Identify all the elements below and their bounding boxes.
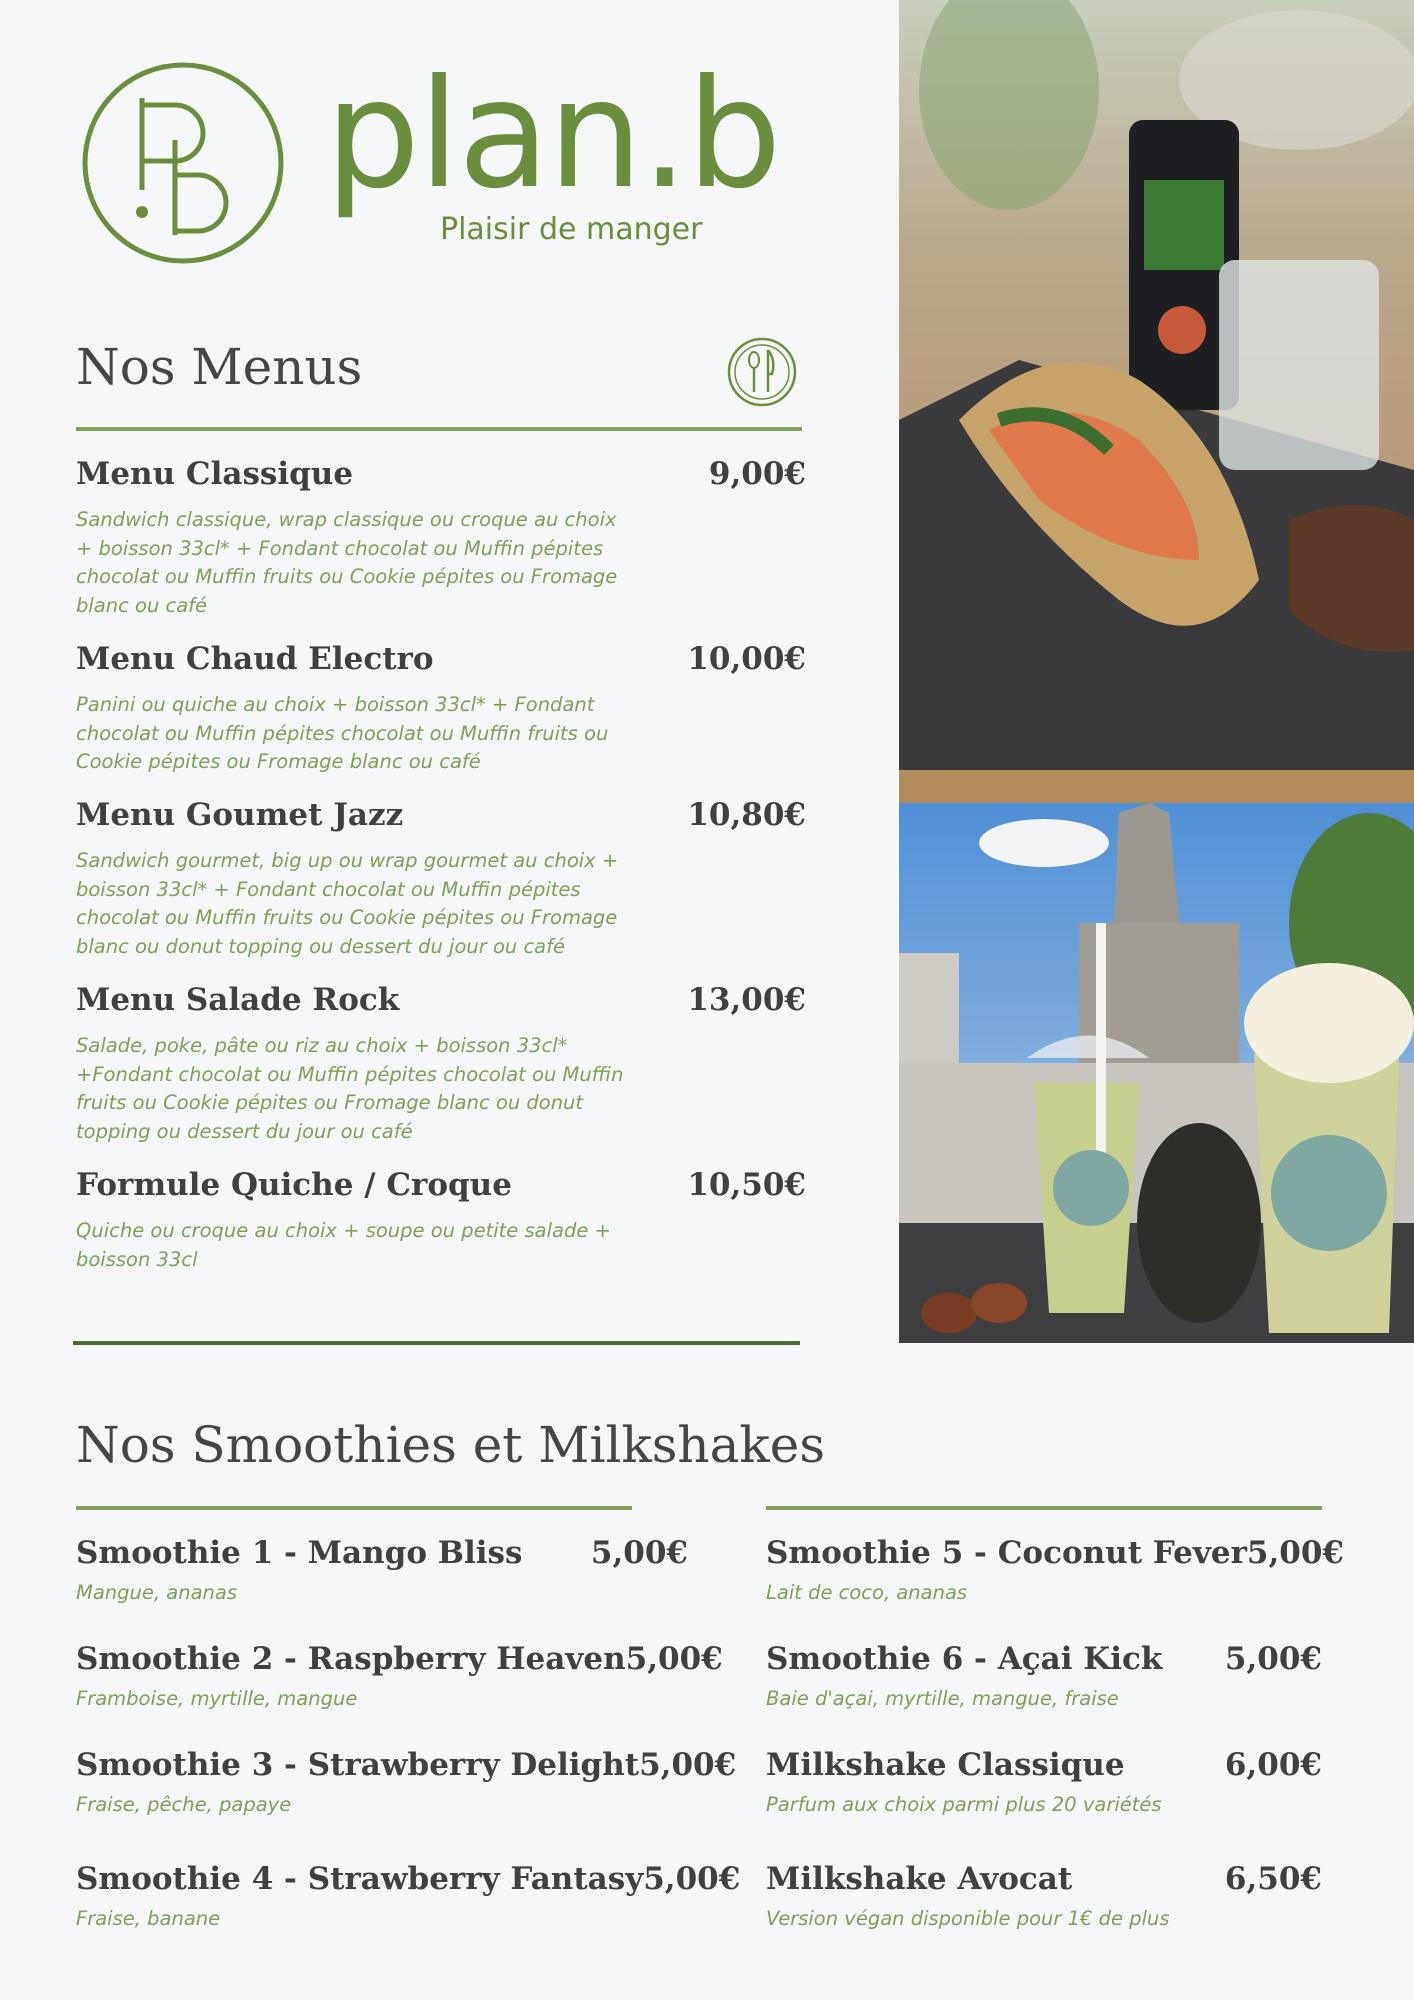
menu-item: [76, 982, 806, 1146]
smoothies-title: Nos Smoothies et Milkshakes: [76, 1416, 825, 1474]
menus-title: Nos Menus: [76, 338, 363, 396]
smoothie-item-desc: Version végan disponible pour 1€ de plus: [766, 1907, 1170, 1930]
menu-item-desc: Sandwich classique, wrap classique ou croque au choix + boisson 33cl* + Fondant chocolat ou Muffin pépites chocolat ou Muffin fruits ou Cookie pépites ou Fromage blanc ou café: [76, 508, 618, 617]
smoothie-item-price: 5,00€: [625, 1641, 723, 1677]
menu-item: [76, 797, 806, 961]
smoothie-item-desc: Mangue, ananas: [76, 1581, 237, 1604]
smoothie-item-name: Smoothie 6 - Açai Kick: [766, 1641, 1163, 1677]
menu-item-price: 10,50€: [687, 1167, 806, 1203]
smoothies-rule-left: [76, 1506, 632, 1510]
sandwich-photo: [899, 0, 1414, 803]
menu-item-name: Menu Classique: [76, 456, 354, 492]
smoothie-item-name: Smoothie 3 - Strawberry Delight: [76, 1747, 640, 1783]
menu-item-desc: Panini ou quiche au choix + boisson 33cl* + Fondant chocolat ou Muffin pépites chocolat ou Muffin fruits ou Cookie pépites ou Fromage blanc ou café: [76, 693, 609, 773]
brand-logo-mark: [80, 60, 286, 266]
smoothie-item-name: Smoothie 2 - Raspberry Heaven: [76, 1641, 626, 1677]
cutlery-icon: [726, 336, 798, 408]
menu-item-name: Menu Chaud Electro: [76, 641, 434, 677]
smoothie-item-name: Smoothie 1 - Mango Bliss: [76, 1535, 523, 1571]
smoothie-item-desc: Lait de coco, ananas: [766, 1581, 968, 1604]
smoothie-item: [76, 1641, 723, 1710]
smoothie-item-price: 5,00€: [639, 1747, 737, 1783]
smoothie-item-price: 5,00€: [590, 1535, 688, 1571]
smoothie-item-name: Smoothie 5 - Coconut Fever: [766, 1535, 1247, 1571]
menu-item-price: 13,00€: [687, 982, 806, 1018]
menu-item-name: Menu Goumet Jazz: [76, 797, 404, 833]
menu-item-desc: Sandwich gourmet, big up ou wrap gourmet au choix + boisson 33cl* + Fondant chocolat ou Muffin pépites chocolat ou Muffin fruits ou Cookie pépites ou Fromage blanc ou donut topping ou dessert du jour ou café: [76, 849, 619, 958]
smoothie-item-price: 5,00€: [1224, 1641, 1322, 1677]
menu-item: [76, 1167, 806, 1274]
menu-item-desc: Salade, poke, pâte ou riz au choix + boisson 33cl* +Fondant chocolat ou Muffin pépites chocolat ou Muffin fruits ou Cookie pépites ou Fromage blanc ou donut topping ou dessert du jour ou café: [76, 1034, 624, 1143]
smoothie-item: [766, 1861, 1322, 1930]
smoothies-photo: [899, 803, 1414, 1343]
menu-item-name: Menu Salade Rock: [76, 982, 400, 1018]
smoothie-item: [766, 1535, 1344, 1604]
menu-item-price: 10,00€: [687, 641, 806, 677]
smoothie-item: [76, 1861, 741, 1930]
smoothie-item-desc: Baie d'açai, myrtille, mangue, fraise: [766, 1687, 1119, 1710]
brand-name: plan.b: [325, 48, 780, 222]
smoothie-item-name: Smoothie 4 - Strawberry Fantasy: [76, 1861, 644, 1897]
smoothie-item: [76, 1535, 688, 1604]
menu-item-price: 10,80€: [687, 797, 806, 833]
menu-item-price: 9,00€: [708, 456, 806, 492]
menu-item-name: Formule Quiche / Croque: [76, 1167, 512, 1203]
smoothie-item-desc: Fraise, pêche, papaye: [76, 1793, 292, 1816]
smoothie-item-price: 6,50€: [1224, 1861, 1322, 1897]
menu-item: [76, 456, 806, 620]
smoothie-item-price: 5,00€: [643, 1861, 741, 1897]
brand-tagline: Plaisir de manger: [440, 212, 703, 247]
smoothie-item-desc: Fraise, banane: [76, 1907, 221, 1930]
smoothie-item: [766, 1747, 1322, 1816]
smoothies-rule-right: [766, 1506, 1322, 1510]
menus-rule-bottom: [73, 1341, 800, 1345]
menus-rule-top: [76, 427, 802, 431]
smoothie-item-desc: Parfum aux choix parmi plus 20 variétés: [766, 1793, 1162, 1816]
smoothie-item-price: 6,00€: [1224, 1747, 1322, 1783]
smoothie-item-name: Milkshake Classique: [766, 1747, 1125, 1783]
smoothie-item-price: 5,00€: [1246, 1535, 1344, 1571]
menu-item: [76, 641, 806, 777]
smoothie-item-name: Milkshake Avocat: [766, 1861, 1073, 1897]
smoothie-item: [76, 1747, 737, 1816]
smoothie-item-desc: Framboise, myrtille, mangue: [76, 1687, 358, 1710]
menu-item-desc: Quiche ou croque au choix + soupe ou petite salade + boisson 33cl: [76, 1219, 611, 1271]
smoothie-item: [766, 1641, 1322, 1710]
